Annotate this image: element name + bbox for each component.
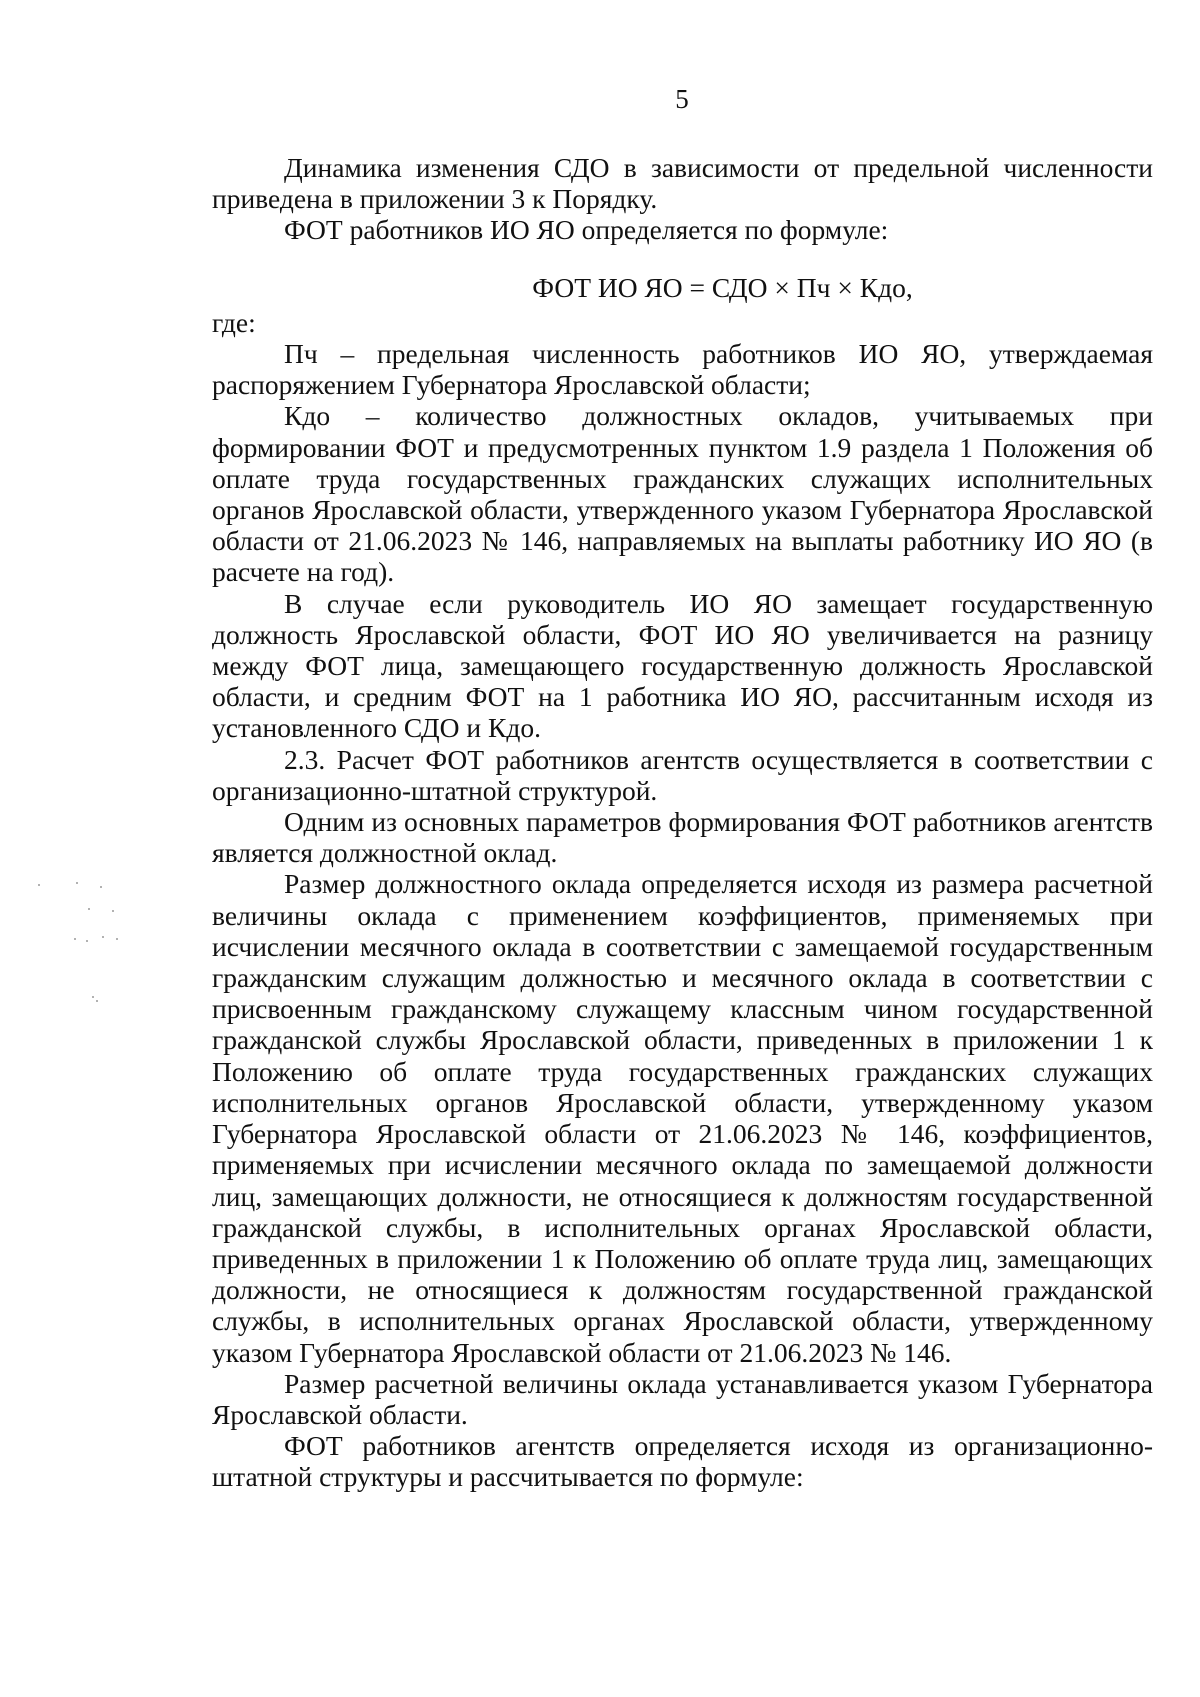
paragraph-agency-formula-intro: ФОТ работников агентств определяется исходя из организационно-штатной структуры и рассчитывается по формуле: — [212, 1430, 1153, 1493]
paragraph-def-pch: Пч – предельная численность работников ИО ЯО, утверждаемая распоряжением Губернатора Ярославской области; — [212, 338, 1153, 401]
document-body — [212, 152, 1153, 1493]
formula-fot-io-yao: ФОТ ИО ЯО = СДО × Пч × Кдо, — [532, 271, 913, 303]
paragraph-head-case: В случае если руководитель ИО ЯО замещает государственную должность Ярославской области, ФОТ ИО ЯО увеличивается на разницу между ФОТ лица, замещающего государственную должность Ярославской области, и средним ФОТ на 1 работника ИО ЯО, рассчитанным исходя из установленного СДО и Кдо. — [212, 587, 1153, 744]
paragraph-base-value: Размер расчетной величины оклада устанавливается указом Губернатора Ярославской области. — [212, 1367, 1153, 1430]
scan-speckles — [30, 880, 140, 1040]
paragraph-def-kdo: Кдо – количество должностных окладов, учитываемых при формировании ФОТ и предусмотренных пунктом 1.9 раздела 1 Положения об оплате труда государственных гражданских служащих исполнительных органов Ярославской области, утвержденного указом Губернатора Ярославской области от 21.06.2023 № 146, направляемых на выплаты работнику ИО ЯО (в расчете на год). — [212, 400, 1153, 588]
paragraph-sdo-dynamics: Динамика изменения СДО в зависимости от предельной численности приведена в приложении 3 к Порядку. — [212, 152, 1153, 215]
paragraph-where: где: — [212, 306, 256, 338]
paragraph-fot-formula-intro: ФОТ работников ИО ЯО определяется по формуле: — [284, 214, 889, 246]
paragraph-section-2-3: 2.3. Расчет ФОТ работников агентств осуществляется в соответствии с организационно-штатной структурой. — [212, 743, 1153, 806]
paragraph-main-parameter: Одним из основных параметров формирования ФОТ работников агентств является должностной оклад. — [212, 806, 1153, 869]
page-number: 5 — [675, 84, 689, 114]
paragraph-salary-size: Размер должностного оклада определяется исходя из размера расчетной величины оклада с применением коэффициентов, применяемых при исчислении месячного оклада в соответствии с замещаемой государственным гражданским служащим должностью и месячного оклада в соответствии с присвоенным гражданскому служащему классным чином государственной гражданской службы Ярославской области, приведенных в приложении 1 к Положению об оплате труда государственных гражданских служащих исполнительных органов Ярославской области, утвержденному указом Губернатора Ярославской области от 21.06.2023 № 146, коэффициентов, применяемых при исчислении месячного оклада по замещаемой должности лиц, замещающих должности, не относящиеся к должностям государственной гражданской службы, в исполнительных органах Ярославской области, приведенных в приложении 1 к Положению об оплате труда лиц, замещающих должности, не относящиеся к должностям государственной гражданской службы, в исполнительных органах Ярославской области, утвержденному указом Губернатора Ярославской области от 21.06.2023 № 146. — [212, 868, 1153, 1368]
